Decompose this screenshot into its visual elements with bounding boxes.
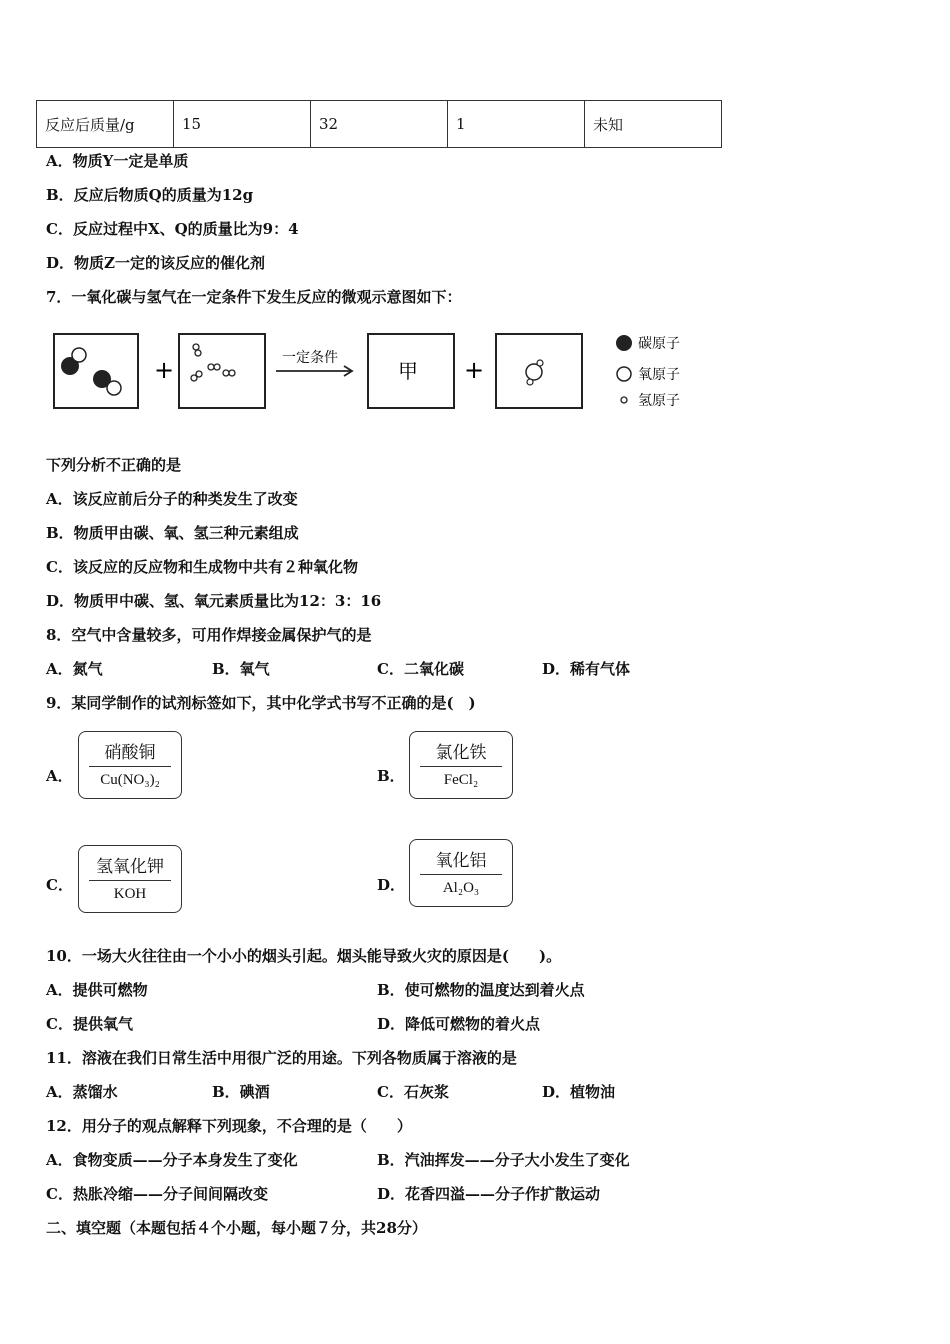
hydrogen-legend-icon bbox=[621, 397, 627, 403]
q6-option-c: C．反应过程中X、Q的质量比为9：4 bbox=[46, 220, 299, 238]
reagent-label-b bbox=[409, 731, 513, 799]
q8-stem: 8．空气中含量较多，可用作焊接金属保护气的是 bbox=[46, 626, 372, 644]
table-row bbox=[37, 101, 722, 148]
reagent-name: 氧化铝 bbox=[435, 851, 487, 871]
oxygen-atom bbox=[107, 381, 121, 395]
mass-table bbox=[36, 100, 722, 148]
q6-option-a: A．物质Y一定是单质 bbox=[46, 152, 189, 170]
q9-option-b-letter: B． bbox=[377, 767, 405, 785]
table-cell: 1 bbox=[448, 101, 585, 148]
reagent-formula: FeCl₂ bbox=[443, 772, 479, 788]
q7-stem: 7．一氧化碳与氢气在一定条件下发生反应的微观示意图如下： bbox=[46, 288, 462, 306]
q9-option-d-letter: D． bbox=[377, 876, 406, 894]
q8-option-d: D．稀有气体 bbox=[542, 660, 631, 678]
reaction-diagram bbox=[46, 322, 706, 422]
table-cell: 反应后质量/g bbox=[37, 101, 174, 148]
reagent-formula: Cu(NO₃)₂ bbox=[100, 772, 160, 788]
q12-option-c: C．热胀冷缩——分子间间隔改变 bbox=[46, 1185, 268, 1203]
hydrogen-atom bbox=[537, 360, 543, 366]
q7-prompt: 下列分析不正确的是 bbox=[46, 456, 182, 474]
q11-option-c: C．石灰浆 bbox=[377, 1083, 449, 1101]
arrow-label: 一定条件 bbox=[282, 350, 338, 366]
q9-stem: 9．某同学制作的试剂标签如下，其中化学式书写不正确的是( ) bbox=[46, 694, 476, 712]
legend-oxygen: 氧原子 bbox=[638, 367, 680, 383]
q10-option-d: D．降低可燃物的着火点 bbox=[377, 1015, 541, 1033]
q6-option-d: D．物质Z一定的该反应的催化剂 bbox=[46, 254, 265, 272]
carbon-legend-icon bbox=[616, 335, 632, 351]
reagent-label-d bbox=[409, 839, 513, 907]
q6-option-b: B．反应后物质Q的质量为12g bbox=[46, 186, 254, 204]
hydrogen-molecules bbox=[191, 344, 235, 381]
legend-carbon: 碳原子 bbox=[638, 336, 680, 352]
q10-option-b: B．使可燃物的温度达到着火点 bbox=[377, 981, 585, 999]
table-cell: 15 bbox=[174, 101, 311, 148]
q9-option-a-letter: A． bbox=[46, 767, 73, 785]
section-title: 二、填空题（本题包括４个小题，每小题７分，共28分） bbox=[46, 1219, 427, 1237]
q8-option-a: A．氮气 bbox=[46, 660, 103, 678]
reagent-formula: Al₂O₃ bbox=[442, 880, 480, 896]
q9-option-c-letter: C． bbox=[46, 876, 73, 894]
q8-option-b: B．氧气 bbox=[212, 660, 270, 678]
reactant-box-h2 bbox=[179, 334, 265, 408]
plus-sign: + bbox=[464, 356, 485, 384]
q12-stem: 12．用分子的观点解释下列现象，不合理的是（ ） bbox=[46, 1117, 412, 1135]
q11-option-b: B．碘酒 bbox=[212, 1083, 270, 1101]
legend-hydrogen: 氢原子 bbox=[638, 393, 680, 409]
q12-option-d: D．花香四溢——分子作扩散运动 bbox=[377, 1185, 601, 1203]
q7-option-d: D．物质甲中碳、氢、氧元素质量比为12：3：16 bbox=[46, 592, 382, 610]
q10-option-c: C．提供氧气 bbox=[46, 1015, 133, 1033]
plus-sign: + bbox=[154, 356, 175, 384]
q11-option-a: A．蒸馏水 bbox=[46, 1083, 118, 1101]
q10-stem: 10．一场大火往往由一个小小的烟头引起。烟头能导致火灾的原因是( )。 bbox=[46, 947, 562, 965]
table-cell: 32 bbox=[311, 101, 448, 148]
q8-option-c: C．二氧化碳 bbox=[377, 660, 464, 678]
q11-option-d: D．植物油 bbox=[542, 1083, 616, 1101]
reagent-formula: KOH bbox=[113, 886, 147, 902]
q7-option-c: C．该反应的反应物和生成物中共有２种氧化物 bbox=[46, 558, 358, 576]
q12-option-b: B．汽油挥发——分子大小发生了变化 bbox=[377, 1151, 630, 1169]
reagent-label-a bbox=[78, 731, 182, 799]
q7-option-a: A．该反应前后分子的种类发生了改变 bbox=[46, 490, 298, 508]
q7-option-b: B．物质甲由碳、氧、氢三种元素组成 bbox=[46, 524, 299, 542]
reagent-label-c bbox=[78, 845, 182, 913]
q11-stem: 11．溶液在我们日常生活中用很广泛的用途。下列各物质属于溶液的是 bbox=[46, 1049, 517, 1067]
oxygen-legend-icon bbox=[617, 367, 631, 381]
reagent-name: 氢氧化钾 bbox=[96, 857, 164, 877]
product-label: 甲 bbox=[398, 359, 418, 383]
hydrogen-atom bbox=[527, 379, 533, 385]
reagent-name: 硝酸铜 bbox=[104, 743, 156, 763]
q12-option-a: A．食物变质——分子本身发生了变化 bbox=[46, 1151, 298, 1169]
reagent-name: 氯化铁 bbox=[435, 743, 487, 763]
oxygen-atom bbox=[72, 348, 86, 362]
q10-option-a: A．提供可燃物 bbox=[46, 981, 148, 999]
table-cell: 未知 bbox=[585, 101, 722, 148]
